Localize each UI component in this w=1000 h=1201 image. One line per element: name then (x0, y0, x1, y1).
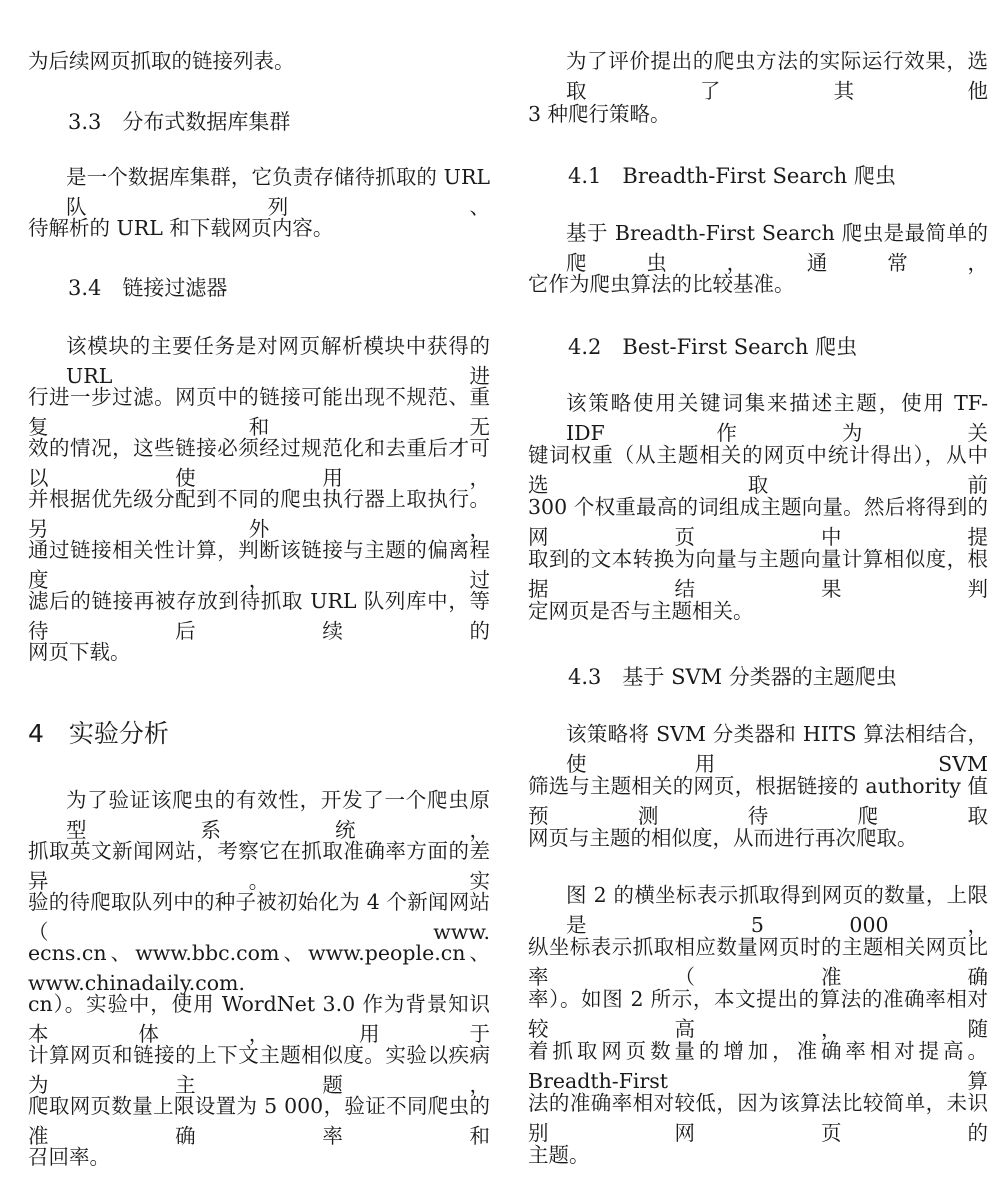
paragraph-line: 网页下载。 (28, 640, 131, 664)
paragraph-line: ecns.cn、www.bbc.com、www.people.cn、www.chinadaily.com. (28, 941, 490, 995)
paragraph-line: 基于 Breadth-First Search 爬虫是最简单的爬虫，通常， (566, 221, 988, 275)
subsection-4-2-heading: 4.2 Best-First Search 爬虫 (568, 335, 858, 359)
paragraph-line: 率）。如图 2 所示，本文提出的算法的准确率相对较高，随 (528, 987, 988, 1041)
subsection-3-4-heading: 3.4 链接过滤器 (68, 276, 228, 300)
section-4-heading: 4 实验分析 (28, 719, 169, 748)
paragraph-line: 行进一步过滤。网页中的链接可能出现不规范、重复和无 (28, 385, 490, 439)
paragraph-line: 着抓取网页数量的增加，准确率相对提高。Breadth-First 算 (528, 1039, 988, 1093)
paragraph-line: 为后续网页抓取的链接列表。 (28, 49, 295, 73)
paragraph-line: 待解析的 URL 和下载网页内容。 (28, 216, 334, 240)
paragraph-line: 键词权重（从主题相关的网页中统计得出），从中选取前 (528, 443, 988, 497)
subsection-4-1-heading: 4.1 Breadth-First Search 爬虫 (568, 164, 896, 188)
paragraph-line: 定网页是否与主题相关。 (528, 599, 754, 623)
paragraph-line: 该策略使用关键词集来描述主题，使用 TF-IDF 作为关 (566, 391, 988, 445)
paragraph-line: 滤后的链接再被存放到待抓取 URL 队列库中，等待后续的 (28, 589, 490, 643)
paragraph-line: 该策略将 SVM 分类器和 HITS 算法相结合，使用 SVM (566, 722, 988, 776)
paragraph-line: 纵坐标表示抓取相应数量网页时的主题相关网页比率（准确 (528, 935, 988, 989)
paragraph-line: 为了验证该爬虫的有效性，开发了一个爬虫原型系统， (66, 788, 490, 842)
paragraph-line: 网页与主题的相似度，从而进行再次爬取。 (528, 826, 918, 850)
paragraph-line: 爬取网页数量上限设置为 5 000，验证不同爬虫的准确率和 (28, 1094, 490, 1148)
paragraph-line: 它作为爬虫算法的比较基准。 (528, 272, 795, 296)
paragraph-line: 取到的文本转换为向量与主题向量计算相似度，根据结果判 (528, 547, 988, 601)
paragraph-line: 召回率。 (28, 1145, 110, 1169)
paragraph-line: 计算网页和链接的上下文主题相似度。实验以疾病为主题， (28, 1043, 490, 1097)
paragraph-line: 效的情况，这些链接必须经过规范化和去重后才可以使用， (28, 436, 490, 490)
paragraph-line: 主题。 (528, 1143, 590, 1167)
paragraph-line: 筛选与主题相关的网页，根据链接的 authority 值预测待爬取 (528, 774, 988, 828)
paragraph-line: 为了评价提出的爬虫方法的实际运行效果，选取了其他 (566, 49, 988, 103)
subsection-3-3-heading: 3.3 分布式数据库集群 (68, 110, 291, 134)
paragraph-line: 该模块的主要任务是对网页解析模块中获得的 URL 进 (66, 334, 490, 388)
paragraph-line: 通过链接相关性计算，判断该链接与主题的偏离程度，过 (28, 538, 490, 592)
paragraph-line: 验的待爬取队列中的种子被初始化为 4 个新闻网站（www. (28, 890, 490, 944)
subsection-4-3-heading: 4.3 基于 SVM 分类器的主题爬虫 (568, 665, 897, 689)
paragraph-line: 抓取英文新闻网站，考察它在抓取准确率方面的差异。实 (28, 839, 490, 893)
paragraph-line: 法的准确率相对较低，因为该算法比较简单，未识别网页的 (528, 1091, 988, 1145)
paragraph-line: 图 2 的横坐标表示抓取得到网页的数量，上限是 5 000， (566, 883, 988, 937)
paragraph-line: cn）。实验中，使用 WordNet 3.0 作为背景知识本体，用于 (28, 992, 490, 1046)
paragraph-line: 并根据优先级分配到不同的爬虫执行器上取执行。另外， (28, 487, 490, 541)
paragraph-line: 是一个数据库集群，它负责存储待抓取的 URL 队列、 (66, 165, 490, 219)
paragraph-line: 3 种爬行策略。 (528, 102, 671, 126)
paragraph-line: 300 个权重最高的词组成主题向量。然后将得到的网页中提 (528, 495, 988, 549)
